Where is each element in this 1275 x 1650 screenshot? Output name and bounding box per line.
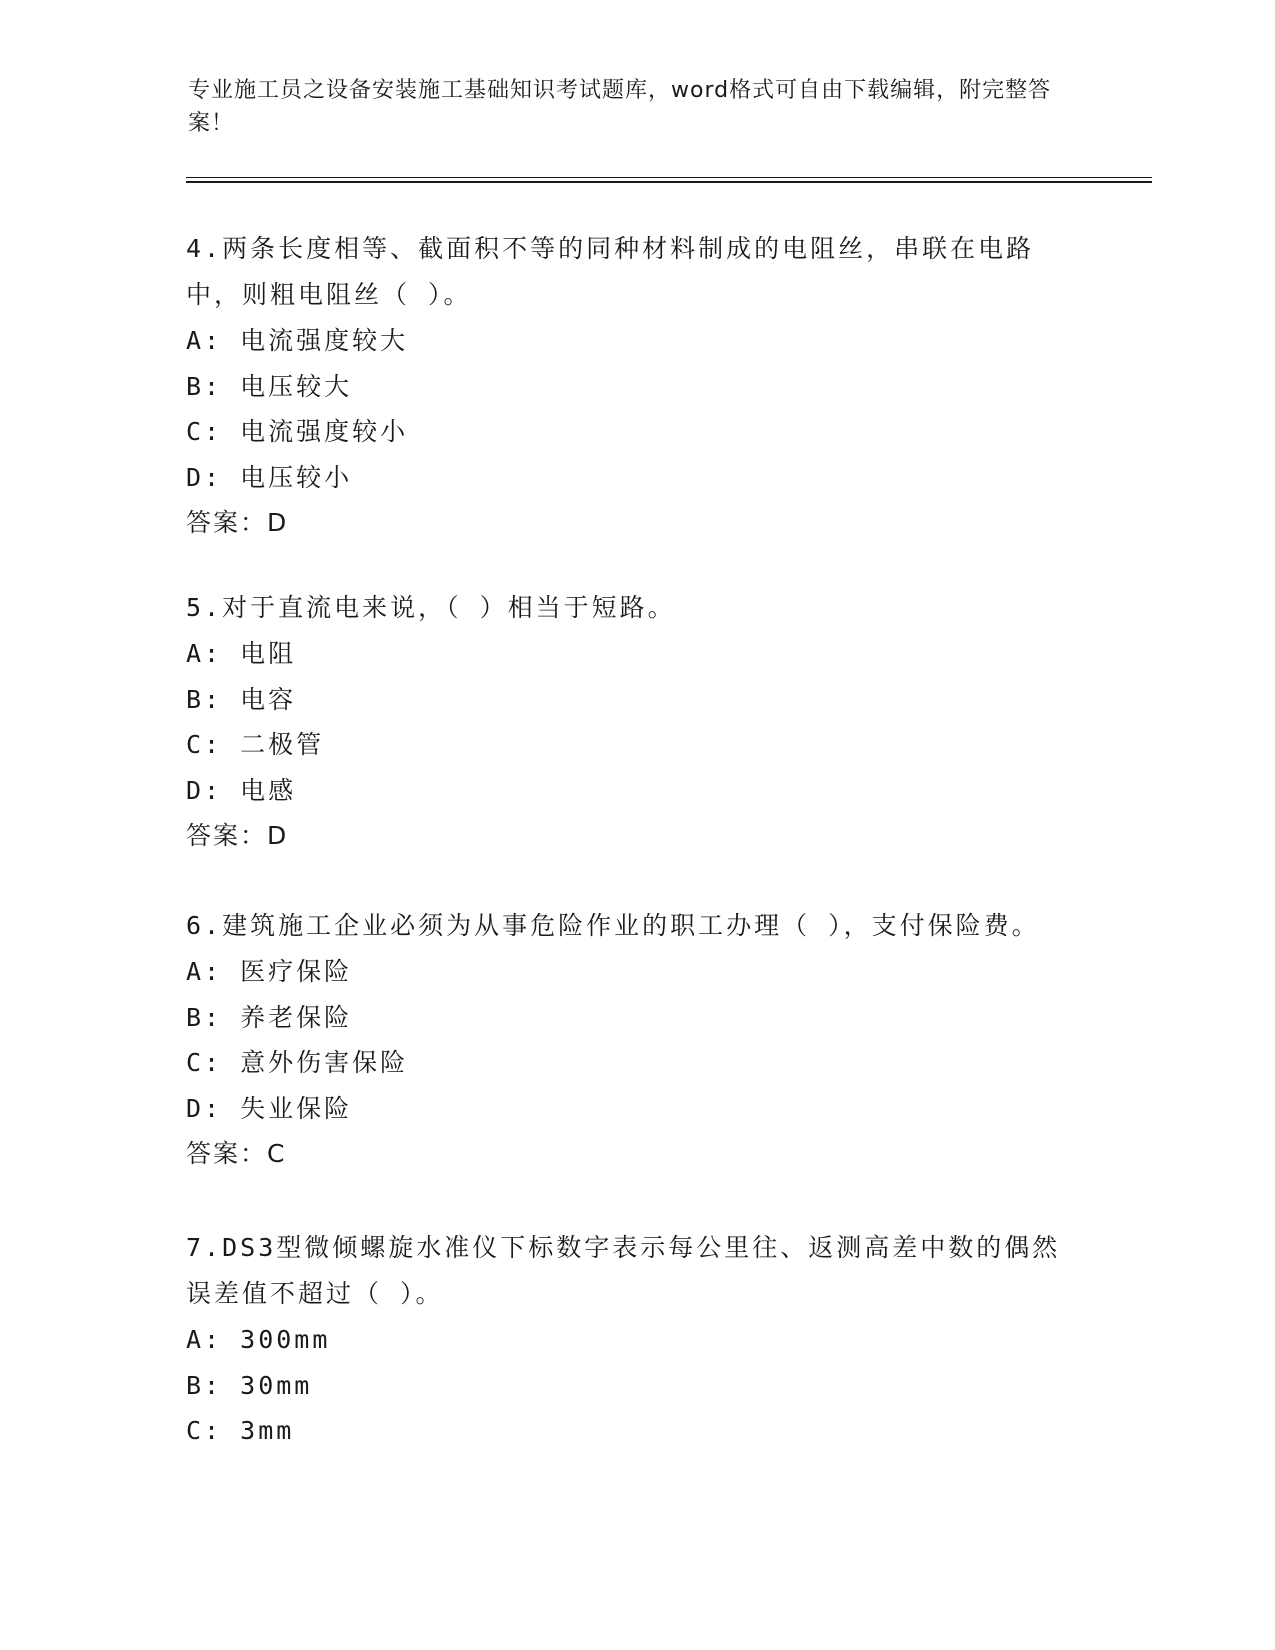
option-b: B: 30mm xyxy=(186,1370,313,1400)
header-divider-thick xyxy=(186,181,1152,183)
answer: 答案：C xyxy=(186,1139,287,1168)
option-c: C: 电流强度较小 xyxy=(186,417,409,446)
option-c: C: 二极管 xyxy=(186,730,325,759)
document-header: 专业施工员之设备安装施工基础知识考试题库，word格式可自由下载编辑，附完整答案！ xyxy=(188,78,1052,136)
option-b: B: 电容 xyxy=(186,684,297,714)
option-d: D: 电感 xyxy=(186,775,297,805)
option-b: B: 养老保险 xyxy=(186,1002,353,1032)
option-a: A: 医疗保险 xyxy=(186,957,353,986)
question-6 xyxy=(186,903,1086,1177)
question-stem: 5.对于直流电来说，（ ）相当于短路。 xyxy=(186,593,676,622)
option-a: A: 300mm xyxy=(186,1325,331,1354)
option-a: A: 电阻 xyxy=(186,639,297,668)
question-5 xyxy=(186,585,1086,859)
header-divider-thin xyxy=(186,177,1152,178)
question-7 xyxy=(186,1225,1086,1454)
question-stem: 7.DS3型微倾螺旋水准仪下标数字表示每公里往、返测高差中数的偶然误差值不超过（ ）。 xyxy=(186,1233,1061,1308)
answer: 答案：D xyxy=(186,821,289,850)
option-c: C: 3mm xyxy=(186,1416,295,1445)
question-stem: 4.两条长度相等、截面积不等的同种材料制成的电阻丝，串联在电路中，则粗电阻丝（ ）。 xyxy=(186,234,1035,309)
question-4 xyxy=(186,226,1086,546)
option-d: D: 电压较小 xyxy=(186,462,353,492)
option-d: D: 失业保险 xyxy=(186,1093,353,1123)
option-a: A: 电流强度较大 xyxy=(186,326,409,355)
option-c: C: 意外伤害保险 xyxy=(186,1048,409,1077)
option-b: B: 电压较大 xyxy=(186,371,353,401)
answer: 答案：D xyxy=(186,508,289,537)
question-stem: 6.建筑施工企业必须为从事危险作业的职工办理（ ），支付保险费。 xyxy=(186,911,1040,940)
